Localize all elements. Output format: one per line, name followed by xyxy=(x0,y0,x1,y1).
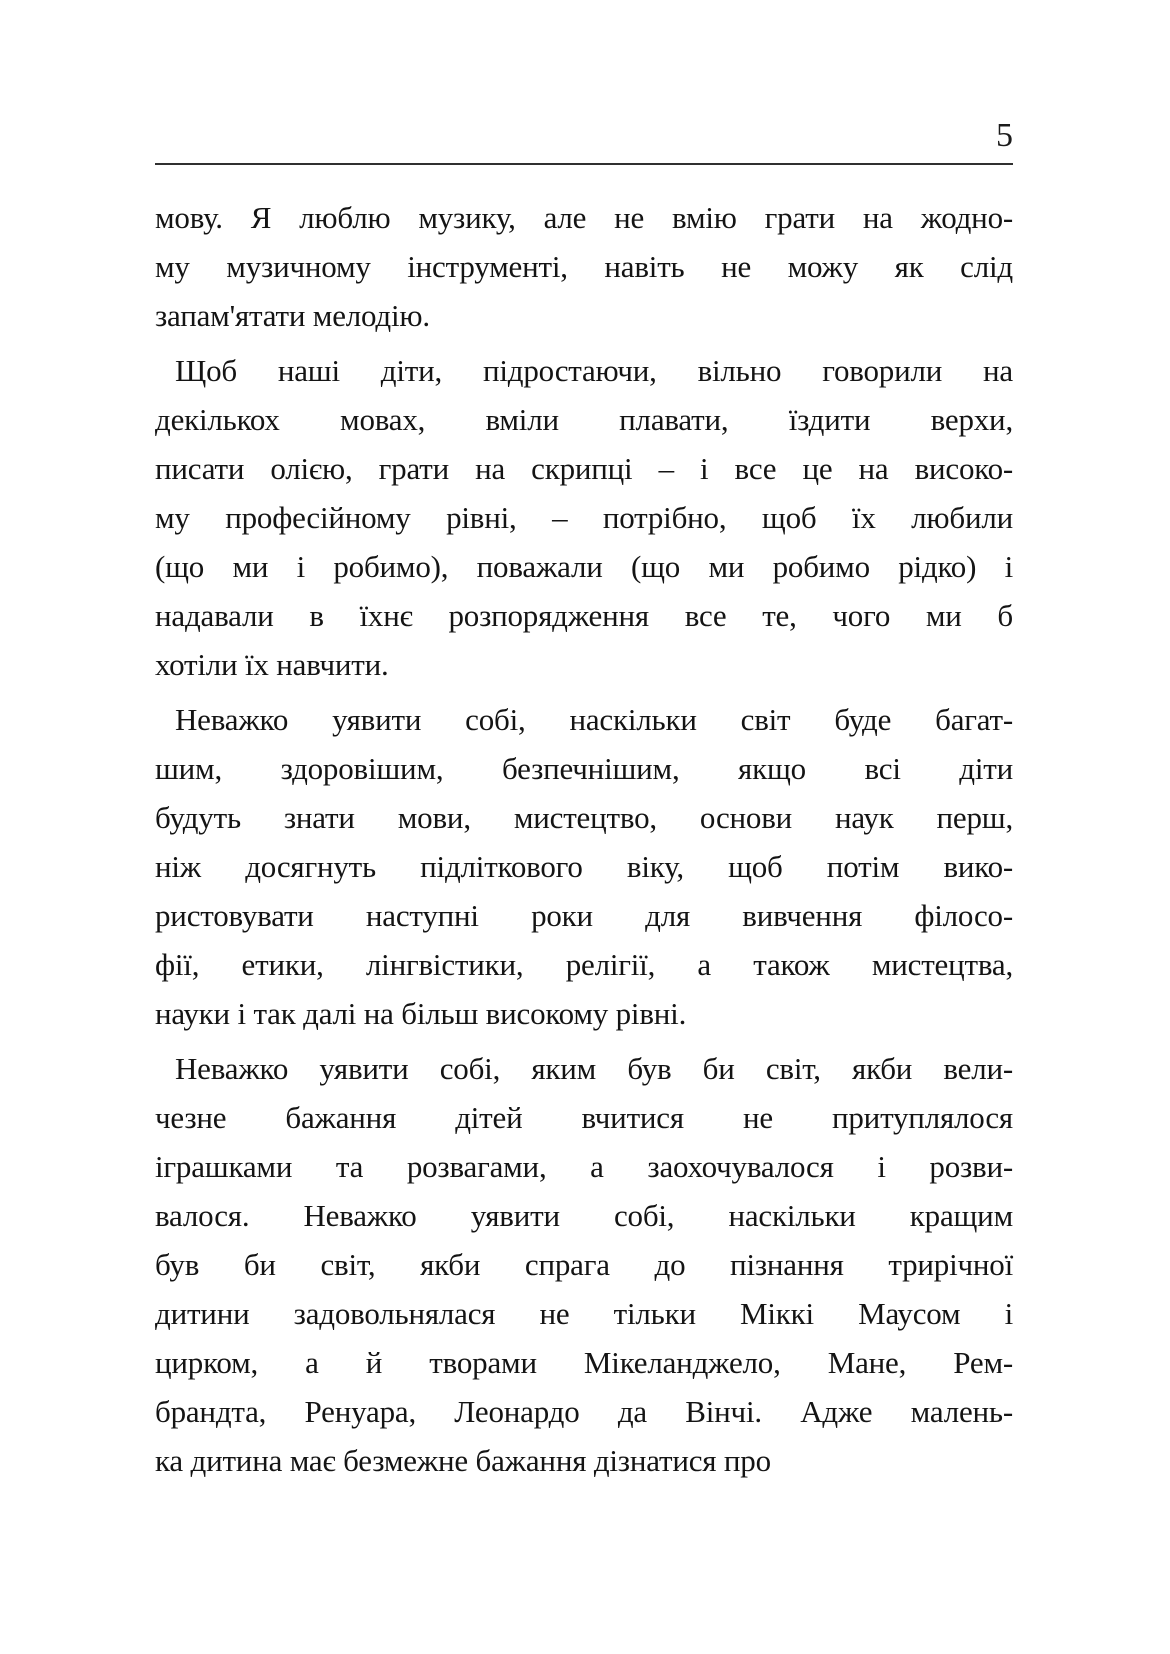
text-line: цирком, а й творами Мікеланджело, Мане, Рем- xyxy=(155,1345,1013,1380)
text-line: Неважко уявити собі, наскільки світ буде багат- xyxy=(175,702,1013,737)
text-line: запам'ятати мелодію. xyxy=(155,298,430,333)
text-line: фії, етики, лінгвістики, релігії, а також мистецтва, xyxy=(155,947,1013,982)
text-line: хотіли їх навчити. xyxy=(155,647,389,682)
paragraph-3 xyxy=(155,695,1013,1038)
text-line: був би світ, якби спрага до пізнання трирічної xyxy=(155,1247,1013,1282)
page-number: 5 xyxy=(996,117,1013,154)
text-line: (що ми і робимо), поважали (що ми робимо рідко) і xyxy=(155,549,1013,584)
text-line: шим, здоровішим, безпечнішим, якщо всі діти xyxy=(155,751,1013,786)
text-line: будуть знати мови, мистецтво, основи наук перш, xyxy=(155,800,1013,835)
text-line: Неважко уявити собі, яким був би світ, якби вели- xyxy=(175,1051,1013,1086)
page-header xyxy=(155,0,1013,165)
paragraph-4 xyxy=(155,1044,1013,1485)
text-line: декількох мовах, вміли плавати, їздити верхи, xyxy=(155,402,1013,437)
text-line: валося. Неважко уявити собі, наскільки кращим xyxy=(155,1198,1013,1233)
text-line: надавали в їхнє розпорядження все те, чого ми б xyxy=(155,598,1013,633)
text-line: мову. Я люблю музику, але не вмію грати на жодно- xyxy=(155,200,1013,235)
text-line: писати олією, грати на скрипці – і все це на високо- xyxy=(155,451,1013,486)
text-line: брандта, Ренуара, Леонардо да Вінчі. Адже малень- xyxy=(155,1394,1013,1429)
text-line: науки і так далі на більш високому рівні. xyxy=(155,996,687,1031)
text-line: Щоб наші діти, підростаючи, вільно говорили на xyxy=(175,353,1013,388)
text-line: му музичному інструменті, навіть не можу як слід xyxy=(155,249,1013,284)
text-line: чезне бажання дітей вчитися не притуплялося xyxy=(155,1100,1013,1135)
text-line: ристовувати наступні роки для вивчення філосо- xyxy=(155,898,1013,933)
paragraph-1 xyxy=(155,193,1013,340)
text-line: му професійному рівні, – потрібно, щоб їх любили xyxy=(155,500,1013,535)
text-line: дитини задовольнялася не тільки Міккі Маусом і xyxy=(155,1296,1013,1331)
text-line: ніж досягнуть підліткового віку, щоб потім вико- xyxy=(155,849,1013,884)
header-rule xyxy=(155,163,1013,165)
text-line: іграшками та розвагами, а заохочувалося і розви- xyxy=(155,1149,1013,1184)
text-line: ка дитина має безмежне бажання дізнатися про xyxy=(155,1443,771,1478)
paragraph-2 xyxy=(155,346,1013,689)
text-block xyxy=(155,193,1013,1485)
